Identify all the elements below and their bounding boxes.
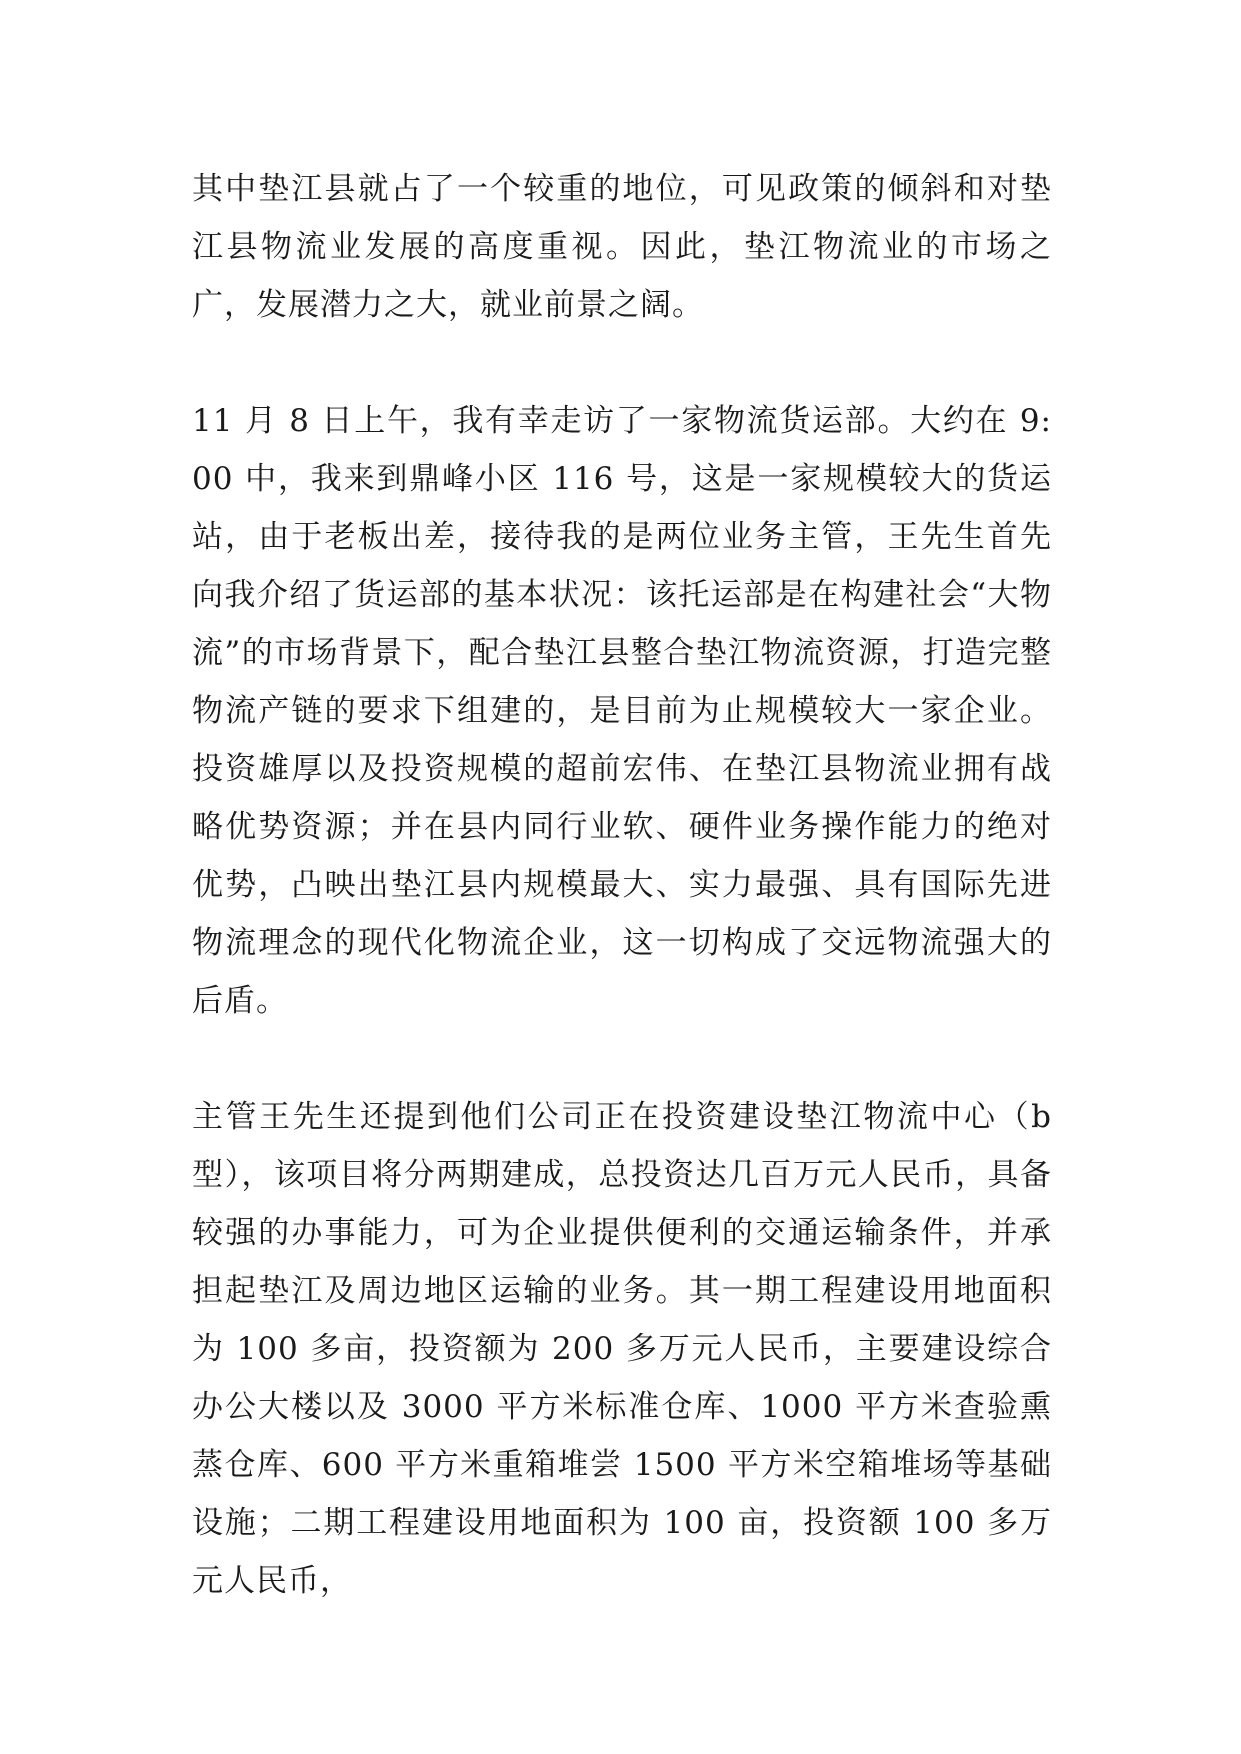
- document-body: [192, 160, 1052, 1610]
- paragraph-logistics-center: 主管王先生还提到他们公司正在投资建设垫江物流中心（b 型），该项目将分两期建成，总投资达几百万元人民币，具备较强的办事能力，可为企业提供便利的交通运输条件，并承担起垫江及周边地区运输的业务。其一期工程建设用地面积为 100 多亩，投资额为 200 多万元人民币，主要建设综合办公大楼以及 3000 平方米标准仓库、1000 平方米查验熏蒸仓库、600 平方米重箱堆尝 1500 平方米空箱堆场等基础设施；二期工程建设用地面积为 100 亩，投资额 100 多万元人民币，: [192, 1099, 1052, 1599]
- paragraph-policy: 其中垫江县就占了一个较重的地位，可见政策的倾斜和对垫江县物流业发展的高度重视。因此，垫江物流业的市场之广，发展潜力之大，就业前景之阔。: [192, 171, 1052, 323]
- paragraph-visit: 11 月 8 日上午，我有幸走访了一家物流货运部。大约在 9:00 中，我来到鼎峰小区 116 号，这是一家规模较大的货运站，由于老板出差，接待我的是两位业务主管，王先生首先向我介绍了货运部的基本状况：该托运部是在构建社会“大物流”的市场背景下，配合垫江县整合垫江物流资源，打造完整物流产链的要求下组建的，是目前为止规模较大一家企业。投资雄厚以及投资规模的超前宏伟、在垫江县物流业拥有战略优势资源；并在县内同行业软、硬件业务操作能力的绝对优势，凸映出垫江县内规模最大、实力最强、具有国际先进物流理念的现代化物流企业，这一切构成了交远物流强大的后盾。: [192, 403, 1052, 1019]
